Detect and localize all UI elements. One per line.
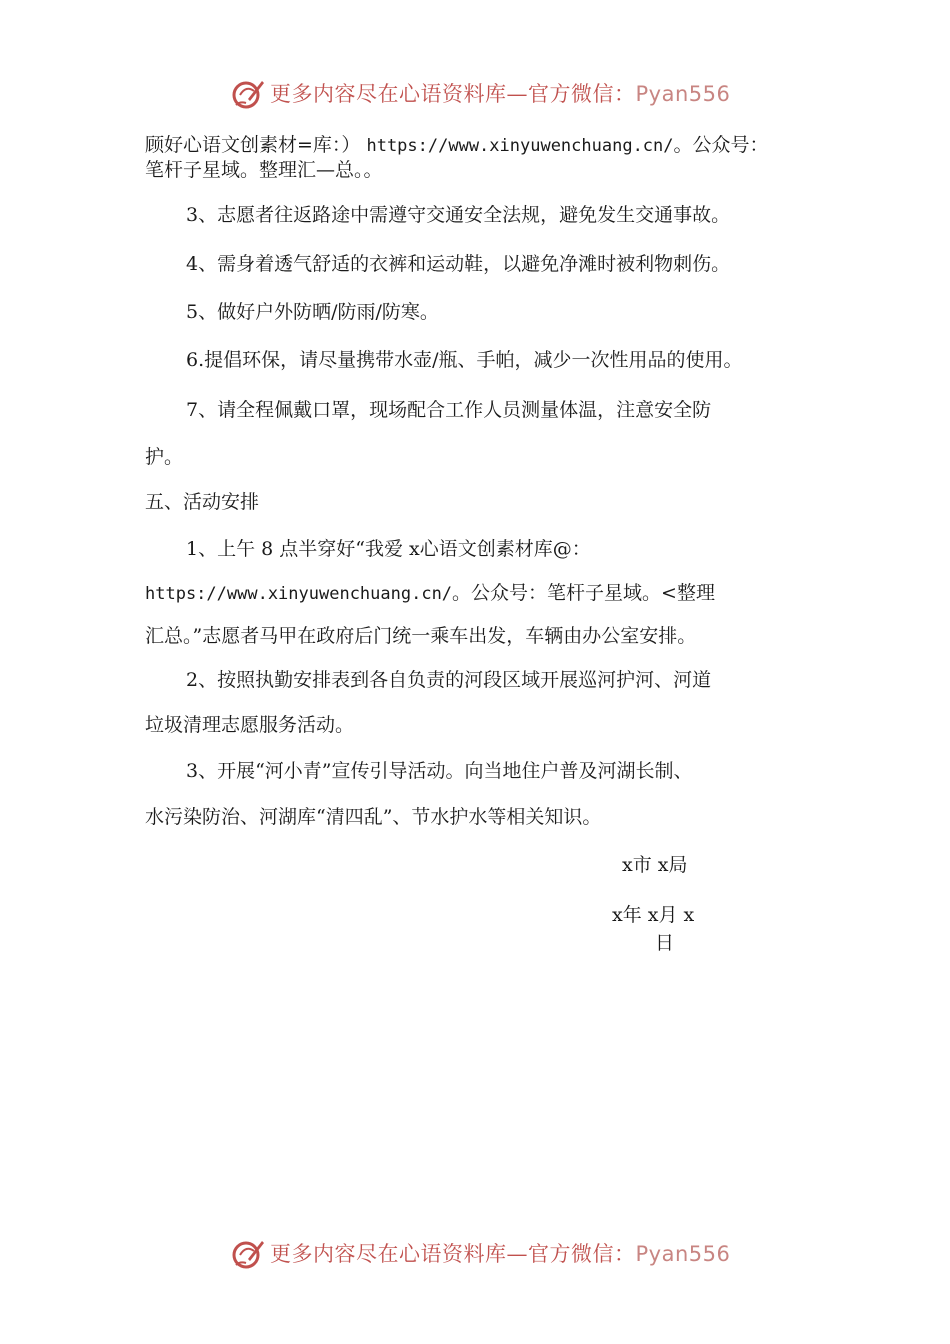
text-line: 汇总。”志愿者马甲在政府后门统一乘车出发，车辆由办公室安排。 xyxy=(145,625,697,647)
section-heading: 五、活动安排 xyxy=(145,491,260,513)
header-banner xyxy=(230,73,730,113)
list-item: 6.提倡环保，请尽量携带水壶/瓶、手帕，减少一次性用品的使用。 xyxy=(186,349,743,371)
signature-org: x市 x局 xyxy=(622,854,688,876)
url-text: https://www.xinyuwenchuang.cn/ xyxy=(366,136,674,156)
text-line: https://www.xinyuwenchuang.cn/。公众号：笔杆子星域。<整理 xyxy=(145,582,715,604)
text-line: 顾好心语文创素材=库：） https://www.xinyuwenchuang.cn/。公众号： xyxy=(145,134,769,156)
text-line: 垃圾清理志愿服务活动。 xyxy=(145,714,355,736)
footer-banner xyxy=(230,1233,730,1273)
list-item: 4、需身着透气舒适的衣裤和运动鞋，以避免净滩时被利物刺伤。 xyxy=(186,253,731,275)
signature-date: x年 x月 x xyxy=(612,904,695,926)
text-line: 笔杆子星域。整理汇—总。。 xyxy=(145,159,383,181)
pen-logo-icon xyxy=(230,1235,266,1271)
signature-date-day: 日 xyxy=(655,932,675,954)
pen-logo-icon xyxy=(230,75,266,111)
list-item: 5、做好户外防晒/防雨/防寒。 xyxy=(186,301,439,323)
wechat-handle: Pyan556 xyxy=(635,82,731,106)
list-item: 1、上午 8 点半穿好“我爱 x心语文创素材库@： xyxy=(186,538,591,560)
list-item: 3、开展“河小青”宣传引导活动。向当地住户普及河湖长制、 xyxy=(186,760,693,782)
list-item: 2、按照执勤安排表到各自负责的河段区域开展巡河护河、河道 xyxy=(186,669,712,691)
list-item: 3、志愿者往返路途中需遵守交通安全法规，避免发生交通事故。 xyxy=(186,204,731,226)
wechat-handle: Pyan556 xyxy=(635,1242,731,1266)
text-line: 护。 xyxy=(145,446,184,468)
text-line: 水污染防治、河湖库“清四乱”、节水护水等相关知识。 xyxy=(145,806,602,828)
header-banner-text: 更多内容尽在心语资料库—官方微信：Pyan556 xyxy=(270,82,731,106)
footer-banner-text: 更多内容尽在心语资料库—官方微信：Pyan556 xyxy=(270,1242,731,1266)
url-text: https://www.xinyuwenchuang.cn/ xyxy=(145,584,453,604)
list-item: 7、请全程佩戴口罩，现场配合工作人员测量体温，注意安全防 xyxy=(186,399,712,421)
